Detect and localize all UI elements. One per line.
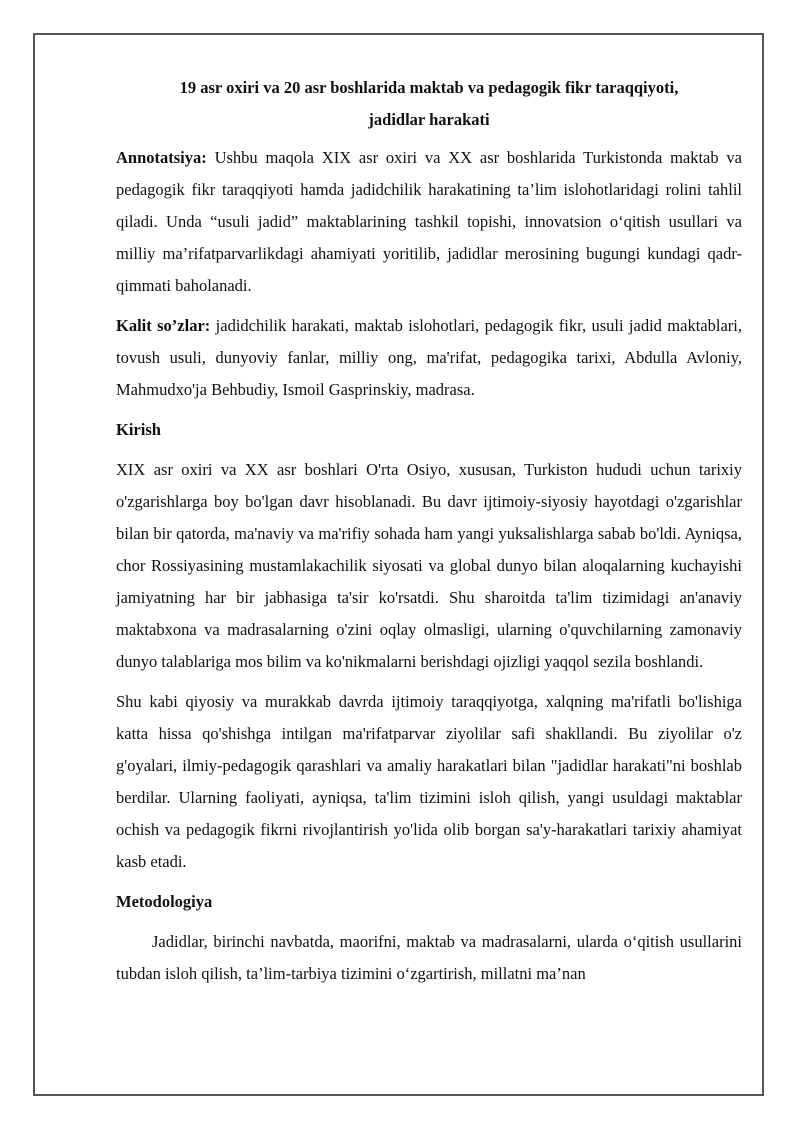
abstract-label: Annotatsiya: [116,148,207,167]
paper-title [116,72,742,136]
document-body [116,72,742,998]
methodology-heading: Metodologiya [116,892,213,911]
abstract-paragraph [116,142,742,302]
intro-paragraph-2: Shu kabi qiyosiy va murakkab davrda ijtimoiy taraqqiyotga, xalqning ma'rifatli bo'lishiga katta hissa qo'shishga intilgan ma'rifatparvar ziyolilar safi shakllandi. Bu ziyolilar o'z g'oyalari, ilmiy-pedagogik qarashlari va amaliy harakatlari bilan "jadidlar harakati"ni boshlab berdilar. Ularning faoliyati, ayniqsa, ta'lim tizimini isloh qilish, yangi usuldagi maktablar ochish va pedagogik fikrni rivojlantirish yo'lida olib borgan sa'y-harakatlari tarixiy ahamiyat kasb etadi. [116,692,742,871]
abstract-text: Ushbu maqola XIX asr oxiri va XX asr boshlarida Turkistonda maktab va pedagogik fikr taraqqiyoti hamda jadidchilik harakatining ta’lim islohotlaridagi rolini tahlil qiladi. Unda “usuli jadid” maktablarining tashkil topishi, innovatsion o‘qitish usullari va milliy ma’rifatparvarlikdagi ahamiyati yoritilib, jadidlar merosining bugungi kundagi qadr-qimmati baholanadi. [116,148,742,295]
intro-heading: Kirish [116,420,161,439]
intro-paragraph-1: XIX asr oxiri va XX asr boshlari O'rta Osiyo, xususan, Turkiston hududi uchun tarixiy o'zgarishlarga boy bo'lgan davr hisoblanadi. Bu davr ijtimoiy-siyosiy hayotdagi o'zgarishlar bilan bir qatorda, ma'naviy va ma'rifiy sohada ham yangi yuksalishlarga sabab bo'ldi. Ayniqsa, chor Rossiyasining mustamlakachilik siyosati va global dunyo bilan aloqalarning kuchayishi jamiyatning har bir jabhasiga ta'sir ko'rsatdi. Shu sharoitda ta'lim tizimidagi an'anaviy maktabxona va madrasalarning o'zini oqlay olmasligi, ularning o'quvchilarning zamonaviy dunyo talablariga mos bilim va ko'nikmalarni berishdagi ojizligi yaqqol sezila boshlandi. [116,460,742,671]
keywords-label: Kalit so’zlar: [116,316,211,335]
keywords-text: jadidchilik harakati, maktab islohotlari, pedagogik fikr, usuli jadid maktablari, tovush usuli, dunyoviy fanlar, milliy ong, ma'rifat, pedagogika tarixi, Abdulla Avloniy, Mahmudxo'ja Behbudiy, Ismoil Gasprinskiy, madrasa. [116,316,742,399]
methodology-paragraph-1: Jadidlar, birinchi navbatda, maorifni, maktab va madrasalarni, ularda o‘qitish usullarini tubdan isloh qilish, ta’lim-tarbiya tizimini o‘zgartirish, millatni ma’nan [116,932,742,983]
title-line-2: jadidlar harakati [368,110,490,129]
title-line-1: 19 asr oxiri va 20 asr boshlarida maktab va pedagogik fikr taraqqiyoti, [179,78,679,97]
keywords-paragraph [116,310,742,406]
